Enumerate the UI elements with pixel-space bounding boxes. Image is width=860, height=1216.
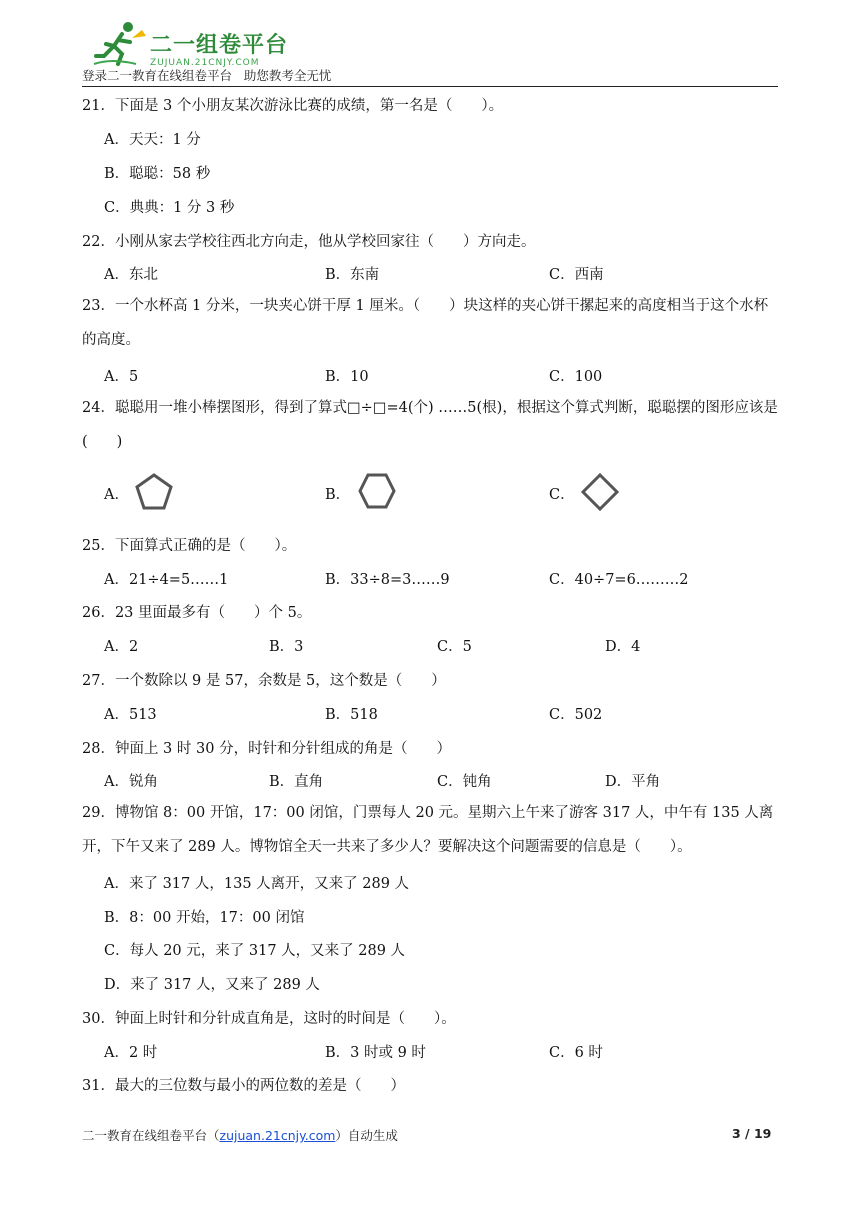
question-30: 30．钟面上时针和分针成直角是，这时的时间是（ ）。: [82, 1011, 456, 1027]
q26-option-c[interactable]: C．5: [437, 639, 472, 655]
question-27: 27．一个数除以 9 是 57，余数是 5，这个数是（ ）: [82, 673, 446, 689]
question-25: 25．下面算式正确的是（ ）。: [82, 538, 297, 554]
q25-option-a[interactable]: A．21÷4=5……1: [104, 572, 229, 588]
question-21: 21．下面是 3 个小朋友某次游泳比赛的成绩，第一名是（ ）。: [82, 98, 504, 114]
runner-logo-icon: [92, 20, 148, 68]
q30-option-a[interactable]: A．2 时: [104, 1045, 158, 1061]
diamond-icon[interactable]: [580, 472, 620, 512]
q27-option-c[interactable]: C．502: [549, 707, 603, 723]
q21-option-b[interactable]: B．聪聪：58 秒: [104, 166, 211, 182]
q22-option-c[interactable]: C．西南: [549, 267, 604, 283]
q25-option-b[interactable]: B．33÷8=3……9: [325, 572, 450, 588]
q28-option-d[interactable]: D．平角: [605, 774, 661, 790]
question-22: 22．小刚从家去学校往西北方向走，他从学校回家往（ ）方向走。: [82, 234, 536, 250]
q23-option-c[interactable]: C．100: [549, 369, 603, 385]
question-24: 24．聪聪用一堆小棒摆图形，得到了算式□÷□=4(个) ……5(根)，根据这个算式判断，聪聪摆的图形应该是( ): [82, 400, 778, 450]
q29-option-c[interactable]: C．每人 20 元，来了 317 人，又来了 289 人: [104, 943, 406, 959]
hexagon-icon[interactable]: [357, 471, 397, 511]
brand-name: 二一组卷平台: [150, 33, 289, 58]
q28-option-b[interactable]: B．直角: [269, 774, 324, 790]
q26-option-d[interactable]: D．4: [605, 639, 641, 655]
q29-option-d[interactable]: D．来了 317 人，又来了 289 人: [104, 977, 320, 993]
footer-prefix: 二一教育在线组卷平台（: [82, 1128, 220, 1143]
question-28: 28．钟面上 3 时 30 分，时针和分针组成的角是（ ）: [82, 741, 452, 757]
q26-option-a[interactable]: A．2: [104, 639, 139, 655]
brand-url: ZUJUAN.21CNJY.COM: [150, 58, 260, 68]
q21-option-a[interactable]: A．天天：1 分: [104, 132, 201, 148]
footer-link[interactable]: zujuan.21cnjy.com: [219, 1128, 336, 1143]
q30-option-b[interactable]: B．3 时或 9 时: [325, 1045, 426, 1061]
question-26: 26．23 里面最多有（ ）个 5。: [82, 605, 312, 621]
logo: [92, 18, 288, 68]
page-header: [82, 14, 778, 86]
q22-option-b[interactable]: B．东南: [325, 267, 380, 283]
q24-option-c[interactable]: C．: [549, 487, 575, 503]
footer-suffix: ）自动生成: [335, 1128, 398, 1143]
q27-option-b[interactable]: B．518: [325, 707, 378, 723]
question-31: 31．最大的三位数与最小的两位数的差是（ ）: [82, 1078, 405, 1094]
q23-option-a[interactable]: A．5: [104, 369, 139, 385]
header-divider: [82, 86, 778, 87]
q25-option-c[interactable]: C．40÷7=6………2: [549, 572, 689, 588]
q29-option-b[interactable]: B．8：00 开始，17：00 闭馆: [104, 910, 305, 926]
footer-credit: [82, 1126, 398, 1144]
q21-option-c[interactable]: C．典典：1 分 3 秒: [104, 200, 235, 216]
q23-option-b[interactable]: B．10: [325, 369, 369, 385]
question-23: 23．一个水杯高 1 分米，一块夹心饼干厚 1 厘米。（ ）块这样的夹心饼干摞起来的高度相当于这个水杯的高度。: [82, 298, 769, 348]
question-29: 29．博物馆 8：00 开馆，17：00 闭馆，门票每人 20 元。星期六上午来了游客 317 人，中午有 135 人离开，下午又来了 289 人。博物馆全天一共来了多少人？要解决这个问题需要的信息是（ ）。: [82, 805, 774, 855]
q24-option-b[interactable]: B．: [325, 487, 351, 503]
q24-option-a[interactable]: A．: [104, 487, 129, 503]
q30-option-c[interactable]: C．6 时: [549, 1045, 603, 1061]
q22-option-a[interactable]: A．东北: [104, 267, 158, 283]
q29-option-a[interactable]: A．来了 317 人，135 人离开，又来了 289 人: [104, 876, 410, 892]
page-number: 3 / 19: [732, 1126, 772, 1141]
header-tagline: 登录二一教育在线组卷平台 助您教考全无忧: [82, 68, 332, 83]
q28-option-c[interactable]: C．钝角: [437, 774, 492, 790]
q26-option-b[interactable]: B．3: [269, 639, 304, 655]
pentagon-icon[interactable]: [134, 472, 174, 512]
q28-option-a[interactable]: A．锐角: [104, 774, 158, 790]
q27-option-a[interactable]: A．513: [104, 707, 157, 723]
